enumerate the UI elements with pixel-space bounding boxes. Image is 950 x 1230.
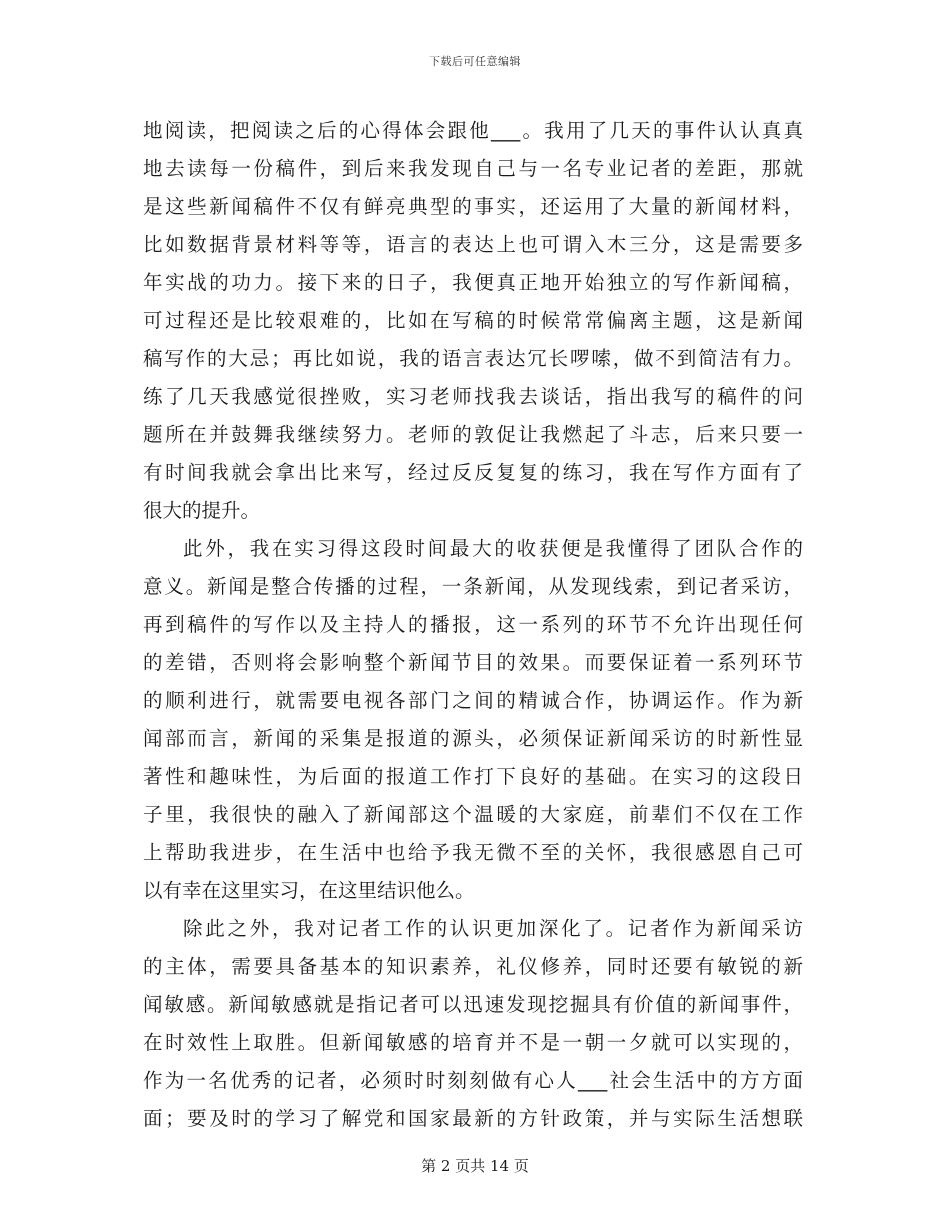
- body-line: 著性和趣味性，为后面的报道工作打下良好的基础。在实习的这段日: [143, 765, 803, 788]
- body-line: 稿写作的大忌；再比如说，我的语言表达冗长啰嗦，做不到简洁有力。: [143, 347, 803, 370]
- body-line: 比如数据背景材料等等，语言的表达上也可谓入木三分，这是需要多: [143, 233, 803, 256]
- body-line: 作为一名优秀的记者，必须时时刻刻做有心人___社会生活中的方方面: [143, 1069, 803, 1092]
- body-line: 的差错，否则将会影响整个新闻节目的效果。而要保证着一系列环节: [143, 651, 803, 674]
- body-line: 有时间我就会拿出比来写，经过反反复复的练习，我在写作方面有了: [143, 461, 803, 484]
- body-line: 子里，我很快的融入了新闻部这个温暖的大家庭，前辈们不仅在工作: [143, 803, 803, 826]
- body-line: 地阅读，把阅读之后的心得体会跟他___。我用了几天的事件认认真真: [143, 119, 803, 142]
- body-line: 是这些新闻稿件不仅有鲜亮典型的事实，还运用了大量的新闻材料，: [143, 195, 803, 218]
- page-header: 下载后可任意编辑: [429, 55, 521, 68]
- body-line: 地去读每一份稿件，到后来我发现自己与一名专业记者的差距，那就: [143, 157, 803, 180]
- body-line: 上帮助我进步，在生活中也给予我无微不至的关怀，我很感恩自己可: [143, 841, 803, 864]
- body-line: 以有幸在这里实习，在这里结识他么。: [143, 879, 475, 902]
- paragraph-start-line: 此外，我在实习得这段时间最大的收获便是我懂得了团队合作的: [183, 537, 803, 560]
- paragraph-start-line: 除此之外，我对记者工作的认识更加深化了。记者作为新闻采访: [183, 917, 803, 940]
- body-line: 年实战的功力。接下来的日子，我便真正地开始独立的写作新闻稿，: [143, 271, 803, 294]
- body-line: 再到稿件的写作以及主持人的播报，这一系列的环节不允许出现任何: [143, 613, 803, 636]
- body-line: 在时效性上取胜。但新闻敏感的培育并不是一朝一夕就可以实现的，: [143, 1031, 803, 1054]
- body-line: 的主体，需要具备基本的知识素养，礼仪修养，同时还要有敏锐的新: [143, 955, 803, 978]
- body-line: 很大的提升。: [143, 499, 261, 522]
- body-line: 意义。新闻是整合传播的过程，一条新闻，从发现线索，到记者采访，: [143, 575, 803, 598]
- document-body: [143, 112, 803, 1138]
- body-line: 闻敏感。新闻敏感就是指记者可以迅速发现挖掘具有价值的新闻事件，: [143, 993, 803, 1016]
- body-line: 的顺利进行，就需要电视各部门之间的精诚合作，协调运作。作为新: [143, 689, 803, 712]
- body-line: 闻部而言，新闻的采集是报道的源头，必须保证新闻采访的时新性显: [143, 727, 803, 750]
- body-line: 面；要及时的学习了解党和国家最新的方针政策，并与实际生活想联: [143, 1107, 803, 1130]
- page-number: 第 2 页共 14 页: [421, 1157, 529, 1175]
- body-line: 练了几天我感觉很挫败，实习老师找我去谈话，指出我写的稿件的问: [143, 385, 803, 408]
- body-line: 可过程还是比较艰难的，比如在写稿的时候常常偏离主题，这是新闻: [143, 309, 803, 332]
- body-line: 题所在并鼓舞我继续努力。老师的敦促让我燃起了斗志，后来只要一: [143, 423, 803, 446]
